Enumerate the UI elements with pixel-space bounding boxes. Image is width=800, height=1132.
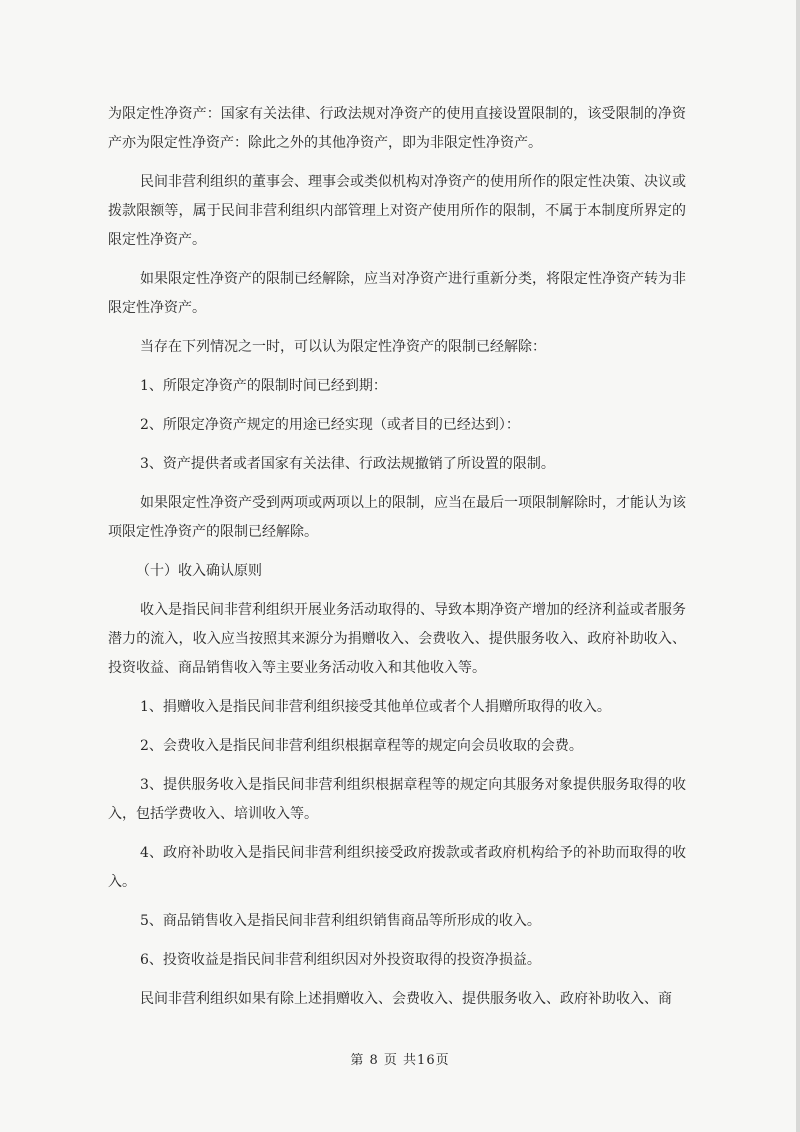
list-item-investment-income: 6、投资收益是指民间非营利组织因对外投资取得的投资净损益。: [140, 952, 541, 968]
list-item-condition-3: 3、资产提供者或者国家有关法律、行政法规撤销了所设置的限制。: [140, 456, 555, 472]
paragraph-multiple-restrictions: 如果限定性净资产受到两项或两项以上的限制，应当在最后一项限制解除时，才能认为该项限定性净资产的限制已经解除。: [108, 495, 686, 540]
list-item-membership-fee-revenue: 2、会费收入是指民间非营利组织根据章程等的规定向会员收取的会费。: [140, 738, 583, 754]
list-item-donation-revenue: 1、捐赠收入是指民间非营利组织接受其他单位或者个人捐赠所取得的收入。: [140, 699, 611, 715]
page-edge-shadow: [796, 0, 800, 1132]
paragraph-restricted-net-assets-definition: 为限定性净资产：国家有关法律、行政法规对净资产的使用直接设置限制的，该受限制的净资产亦为限定性净资产：除此之外的其他净资产，即为非限定性净资产。: [108, 106, 686, 151]
section-heading-revenue-recognition: （十）收入确认原则: [136, 563, 262, 579]
list-item-condition-2: 2、所限定净资产规定的用途已经实现（或者目的已经达到）：: [140, 417, 520, 433]
document-body: [108, 100, 686, 1014]
list-item-sales-revenue: 5、商品销售收入是指民间非营利组织销售商品等所形成的收入。: [140, 913, 541, 929]
paragraph-release-conditions-intro: 当存在下列情况之一时，可以认为限定性净资产的限制已经解除：: [140, 339, 546, 355]
paragraph-board-decisions: 民间非营利组织的董事会、理事会或类似机构对净资产的使用所作的限定性决策、决议或拨款限额等，属于民间非营利组织内部管理上对资产使用所作的限制，不属于本制度所界定的限定性净资产。: [108, 174, 686, 248]
list-item-condition-1: 1、所限定净资产的限制时间已经到期：: [140, 378, 387, 394]
list-item-government-grant-revenue: 4、政府补助收入是指民间非营利组织接受政府拨款或者政府机构给予的补助而取得的收入。: [108, 845, 686, 890]
page-number-footer: 第 8 页 共16页: [350, 1053, 450, 1068]
paragraph-revenue-definition: 收入是指民间非营利组织开展业务活动取得的、导致本期净资产增加的经济利益或者服务潜力的流入，收入应当按照其来源分为捐赠收入、会费收入、提供服务收入、政府补助收入、投资收益、商品销售收入等主要业务活动收入和其他收入等。: [108, 602, 686, 676]
paragraph-other-revenue-partial: 民间非营利组织如果有除上述捐赠收入、会费收入、提供服务收入、政府补助收入、商: [140, 991, 672, 1007]
list-item-service-revenue: 3、提供服务收入是指民间非营利组织根据章程等的规定向其服务对象提供服务取得的收入，包括学费收入、培训收入等。: [108, 777, 686, 822]
paragraph-reclassification: 如果限定性净资产的限制已经解除，应当对净资产进行重新分类，将限定性净资产转为非限定性净资产。: [108, 271, 686, 316]
